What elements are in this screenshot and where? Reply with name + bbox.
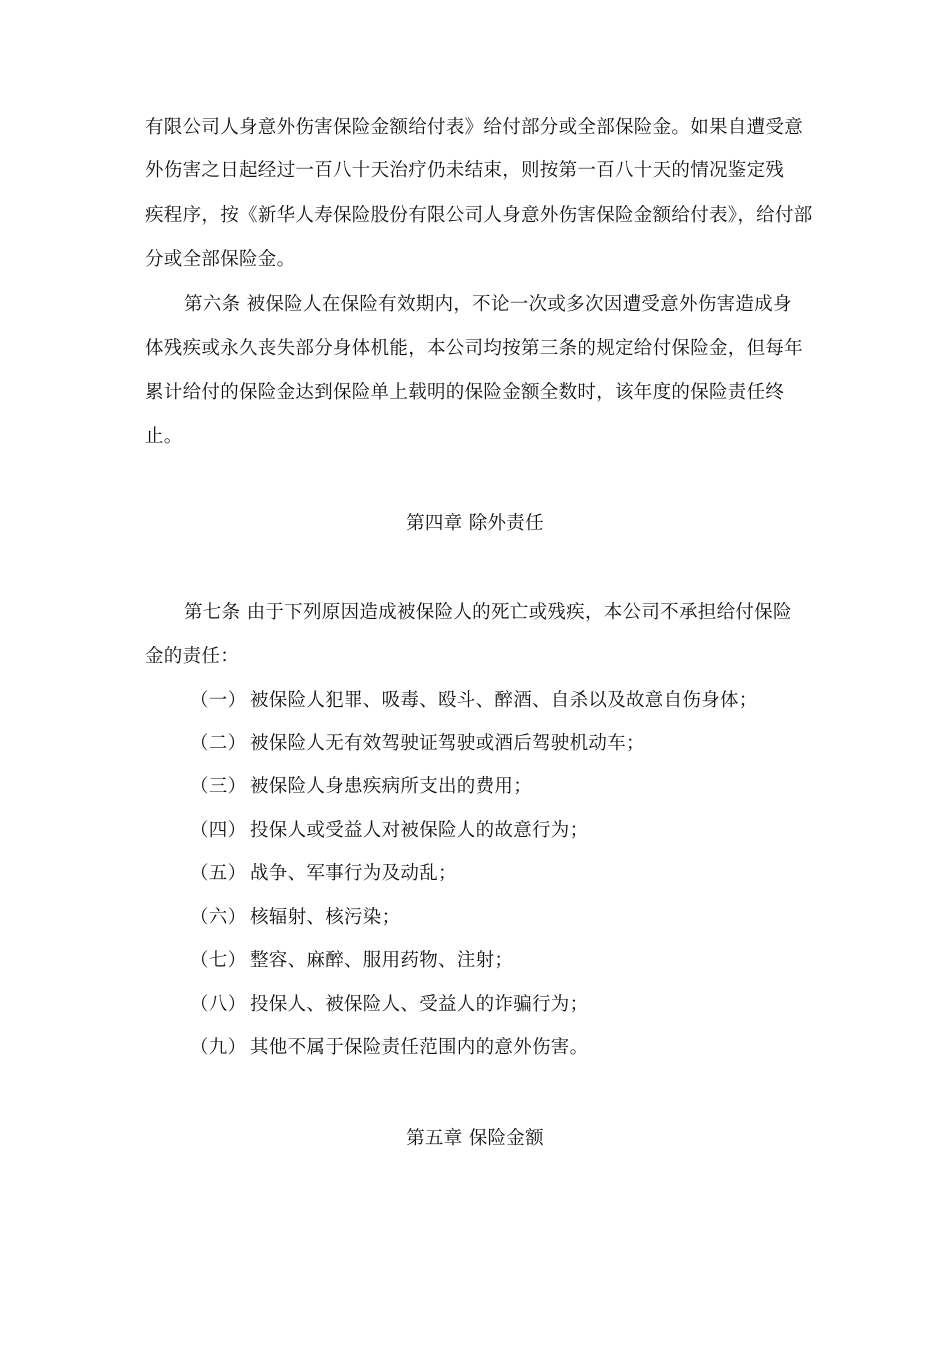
item-number: （四） [190, 820, 247, 841]
item-text: 其他不属于保险责任范围内的意外伤害。 [250, 1037, 589, 1058]
chapter-4-heading: 第四章 除外责任 [406, 513, 544, 534]
item-text: 被保险人犯罪、吸毒、殴斗、醉酒、自杀以及故意自伤身体； [250, 690, 758, 711]
item-number: （二） [190, 733, 247, 754]
item-number: （五） [190, 863, 247, 884]
item-text: 核辐射、核污染； [250, 907, 401, 928]
item-number: （八） [190, 994, 247, 1015]
exclusion-item [190, 1036, 588, 1060]
exclusion-item [190, 732, 645, 756]
paragraph-line: 疾程序，按《新华人寿保险股份有限公司人身意外伤害保险金额给付表》，给付部 [145, 205, 813, 226]
exclusion-item [190, 993, 588, 1017]
paragraph-line: 外伤害之日起经过一百八十天治疗仍未结束，则按第一百八十天的情况鉴定残 [145, 160, 785, 181]
article-6-line: 累计给付的保险金达到保险单上载明的保险金额全数时，该年度的保险责任终 [145, 382, 785, 403]
article-6-line: 止。 [145, 426, 183, 447]
item-number: （三） [190, 776, 247, 797]
item-number: （七） [190, 950, 247, 971]
article-6-line: 第六条 被保险人在保险有效期内，不论一次或多次因遭受意外伤害造成身 [184, 294, 792, 315]
item-number: （一） [190, 690, 247, 711]
article-7-line: 第七条 由于下列原因造成被保险人的死亡或残疾，本公司不承担给付保险 [184, 602, 792, 623]
exclusion-item [190, 949, 513, 973]
article-6-line: 体残疾或永久丧失部分身体机能，本公司均按第三条的规定给付保险金，但每年 [145, 338, 804, 359]
item-number: （六） [190, 907, 247, 928]
item-text: 投保人或受益人对被保险人的故意行为； [250, 820, 589, 841]
exclusion-item [190, 906, 400, 930]
paragraph-line: 分或全部保险金。 [145, 249, 296, 270]
article-7-line: 金的责任： [145, 646, 240, 667]
item-text: 被保险人无有效驾驶证驾驶或酒后驾驶机动车； [250, 733, 645, 754]
exclusion-item [190, 862, 457, 886]
exclusion-item [190, 819, 588, 843]
item-text: 投保人、被保险人、受益人的诈骗行为； [250, 994, 589, 1015]
chapter-5-heading: 第五章 保险金额 [406, 1128, 544, 1149]
exclusion-item [190, 775, 532, 799]
exclusion-item [190, 689, 758, 713]
item-text: 整容、麻醉、服用药物、注射； [250, 950, 514, 971]
paragraph-line: 有限公司人身意外伤害保险金额给付表》给付部分或全部保险金。如果自遭受意 [145, 117, 804, 138]
item-text: 被保险人身患疾病所支出的费用； [250, 776, 533, 797]
item-text: 战争、军事行为及动乱； [250, 863, 457, 884]
item-number: （九） [190, 1037, 247, 1058]
